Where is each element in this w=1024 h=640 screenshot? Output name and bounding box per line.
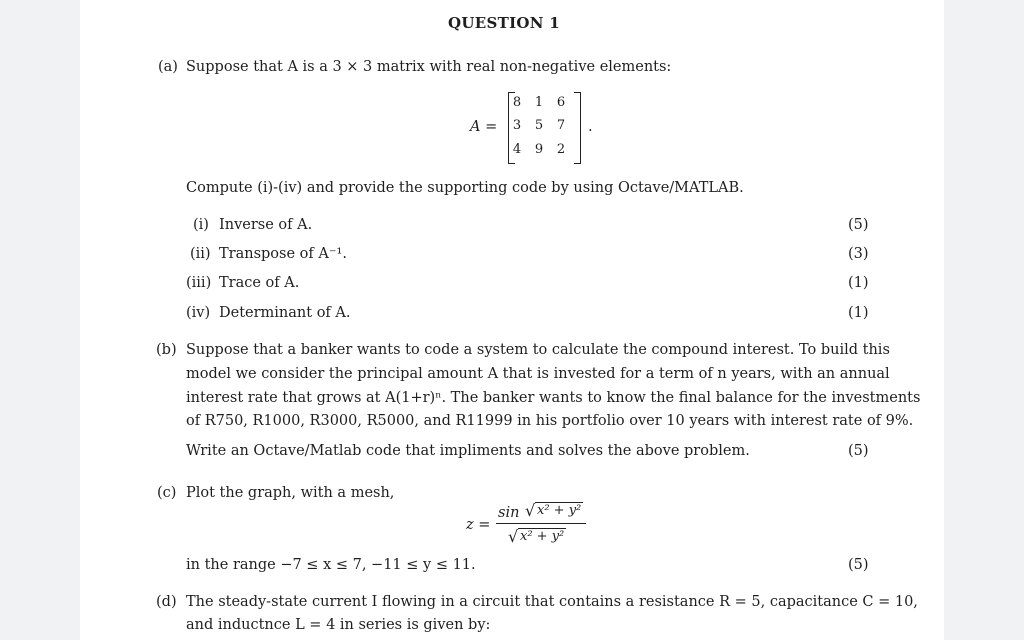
part-c-label: (c) <box>157 485 177 501</box>
sqrt-symbol: √ <box>508 527 519 546</box>
part-b-label: (b) <box>156 342 177 358</box>
matrix-cell: 5 <box>534 118 544 133</box>
matrix-cell: 8 <box>512 95 522 110</box>
matrix-cell: 6 <box>556 95 566 110</box>
question-title: QUESTION 1 <box>448 14 561 32</box>
part-b-line: of R750, R1000, R3000, R5000, and R11999 in his portfolio over 10 years with interest rate of 9%. <box>186 413 914 429</box>
part-a-intro: Suppose that A is a 3 × 3 matrix with real non-negative elements: <box>186 59 672 75</box>
document-page <box>80 0 944 640</box>
matrix-period: . <box>588 119 593 135</box>
part-c-range: in the range −7 ≤ x ≤ 7, −11 ≤ y ≤ 11. <box>186 557 476 573</box>
part-d-label: (d) <box>156 594 177 610</box>
numerator-radicand: x² + y² <box>537 503 582 518</box>
part-a-compute: Compute (i)-(iv) and provide the supporting code by using Octave/MATLAB. <box>186 180 744 196</box>
matrix-cell: 9 <box>534 142 544 157</box>
matrix-lhs: A = <box>470 119 498 135</box>
numerator-fn: sin <box>498 505 520 521</box>
part-b-line: Suppose that a banker wants to code a system to calculate the compound interest. To build this <box>186 342 890 358</box>
part-c-marks: (5) <box>848 557 869 573</box>
part-d-line: The steady-state current I flowing in a circuit that contains a resistance R = 5, capacitance C = 10, <box>186 594 918 610</box>
item-iii-num: (iii) <box>186 275 212 291</box>
item-ii-text: Transpose of A⁻¹. <box>219 246 347 262</box>
item-i-num: (i) <box>193 217 209 233</box>
matrix-cell: 2 <box>556 142 566 157</box>
matrix-right-bracket <box>574 92 581 164</box>
denominator-radicand: x² + y² <box>520 529 565 544</box>
part-d-line: and inductnce L = 4 in series is given by: <box>186 617 491 633</box>
matrix-cell: 7 <box>556 118 566 133</box>
part-b-marks: (5) <box>848 443 869 459</box>
item-i-marks: (5) <box>848 217 869 233</box>
item-ii-num: (ii) <box>190 246 211 262</box>
item-iii-text: Trace of A. <box>219 275 300 291</box>
matrix-cell: 4 <box>512 142 522 157</box>
matrix-cell: 3 <box>512 118 522 133</box>
item-ii-marks: (3) <box>848 246 869 262</box>
part-c-intro: Plot the graph, with a mesh, <box>186 485 395 501</box>
equation-lhs: z = <box>466 517 491 533</box>
fraction-bar <box>496 523 586 524</box>
part-b-line: interest rate that grows at A(1+r)ⁿ. The banker wants to know the final balance for the investments <box>186 390 921 406</box>
item-iv-text: Determinant of A. <box>219 305 351 321</box>
item-iv-num: (iv) <box>186 305 211 321</box>
part-a-label: (a) <box>158 59 178 75</box>
matrix-cell: 1 <box>534 95 544 110</box>
item-i-text: Inverse of A. <box>219 217 313 233</box>
part-b-line: Write an Octave/Matlab code that impliments and solves the above problem. <box>186 443 750 459</box>
item-iii-marks: (1) <box>848 275 869 291</box>
item-iv-marks: (1) <box>848 305 869 321</box>
part-b-line: model we consider the principal amount A that is invested for a term of n years, with an annual <box>186 366 890 382</box>
sqrt-symbol: √ <box>525 501 536 520</box>
